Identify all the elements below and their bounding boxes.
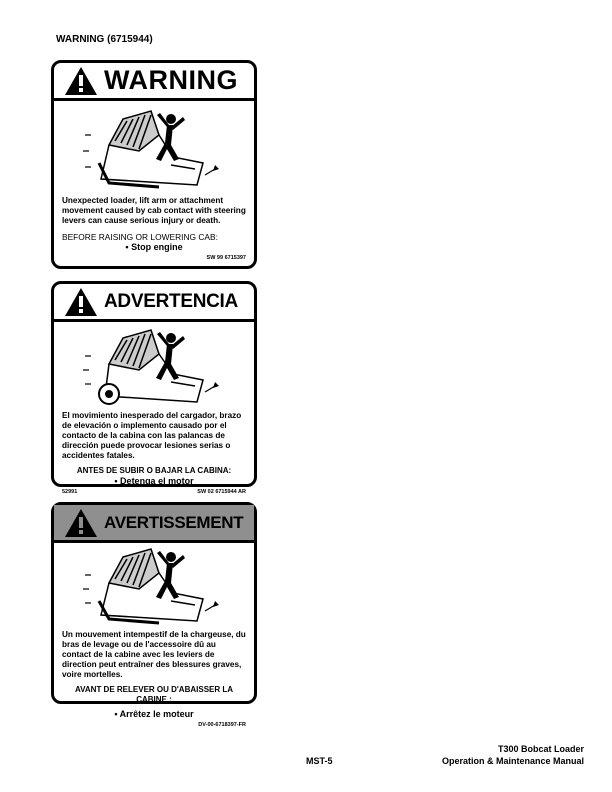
warning-triangle-icon xyxy=(64,508,98,538)
label-action: • Stop engine xyxy=(125,242,183,252)
label-footer xyxy=(54,720,254,728)
label-message: Un mouvement intempestif de la chargeuse, du bras de levage ou de l'accessoire dû au contact de la cabine avec les leviers de direction peut entraîner des blessures graves, voire mortelles. xyxy=(62,630,246,679)
warning-label-spanish xyxy=(51,281,257,495)
label-header-text: ADVERTENCIA xyxy=(104,290,238,312)
label-action: • Detenga el motor xyxy=(114,476,194,486)
label-footer xyxy=(54,487,254,495)
footer-model: T300 Bobcat Loader xyxy=(497,744,584,754)
label-message: El movimiento inesperado del cargador, brazo de elevación o implemento causado por el contacto de la cabina con las palancas de dirección puede provocar lesiones serias o accidentes fatales. xyxy=(62,411,242,460)
footer-manual-title: Operation & Maintenance Manual xyxy=(441,756,584,766)
label-header-text: WARNING xyxy=(104,65,238,95)
warning-triangle-icon xyxy=(64,66,98,96)
label-code-left: 52991 xyxy=(62,489,78,495)
label-instruction-heading: ANTES DE SUBIR O BAJAR LA CABINA: xyxy=(76,466,232,475)
label-code-right: DV-00-6718397-FR xyxy=(198,722,246,728)
warning-triangle-icon xyxy=(64,287,98,317)
label-header xyxy=(54,505,254,543)
label-header xyxy=(54,284,254,322)
label-code-right: SW 02 6715944 AR xyxy=(197,489,246,495)
label-header-text: AVERTISSEMENT xyxy=(104,512,244,532)
label-action: • Arrêtez le moteur xyxy=(114,709,194,719)
loader-cab-hazard-illustration xyxy=(79,326,229,408)
loader-cab-hazard-illustration xyxy=(79,547,229,627)
footer-page-number: MST-5 xyxy=(306,756,333,766)
label-message: Unexpected loader, lift arm or attachment movement caused by cab contact with steering levers can cause serious injury or death. xyxy=(62,196,246,225)
warning-label-french xyxy=(51,502,257,728)
warning-label-english xyxy=(51,60,257,269)
label-code-right: SW 99 6715397 xyxy=(206,255,246,261)
label-header xyxy=(54,63,254,101)
page-heading: WARNING (6715944) xyxy=(56,34,153,45)
label-instruction-heading: AVANT DE RELEVER OU D'ABAISSER LA CABINE : xyxy=(74,685,234,704)
loader-cab-hazard-illustration xyxy=(79,105,229,193)
label-instruction-heading: BEFORE RAISING OR LOWERING CAB: xyxy=(62,232,218,242)
label-footer xyxy=(54,253,254,261)
